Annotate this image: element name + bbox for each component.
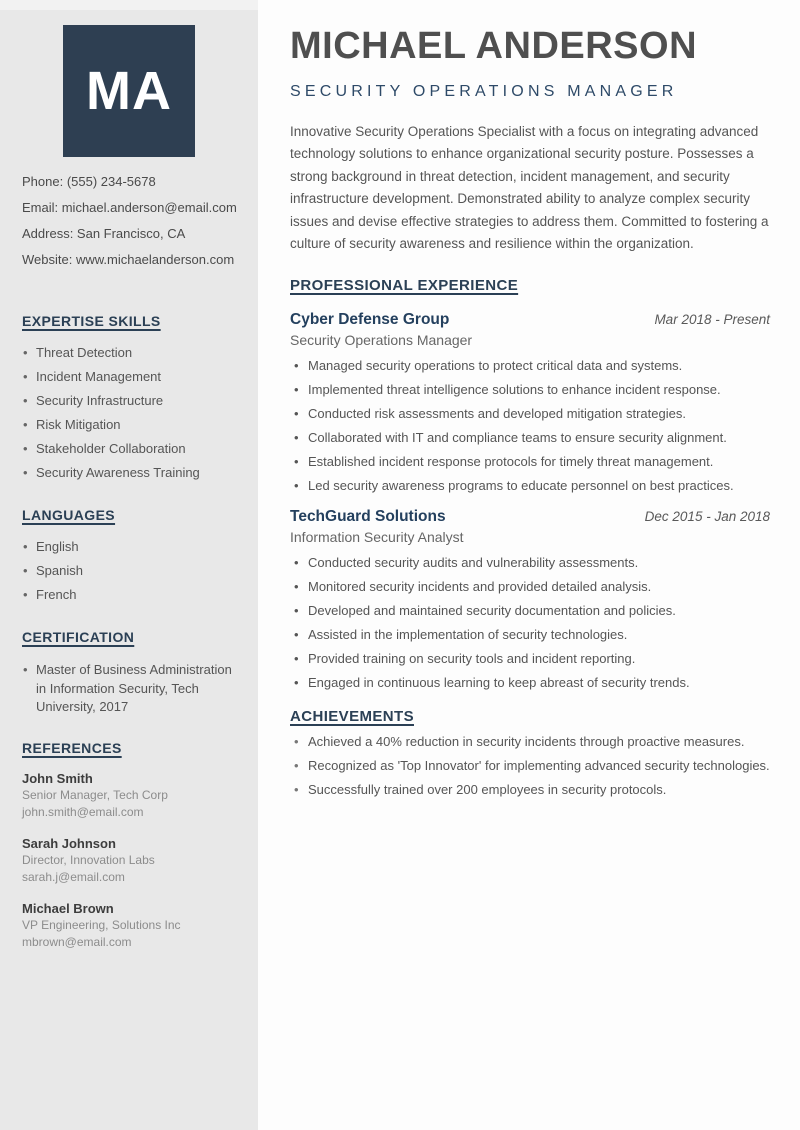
list-item: • Achieved a 40% reduction in security incidents through proactive measures. (290, 734, 770, 749)
page-title: MICHAEL ANDERSON (290, 25, 698, 67)
skills-list (22, 345, 250, 480)
reference-entry (22, 771, 250, 821)
list-item: • Master of Business Administration in Information Security, Tech University, 2017 (22, 661, 250, 717)
date-range: Mar 2018 - Present (654, 312, 770, 328)
languages-section-title: LANGUAGES (22, 507, 116, 523)
reference-email: sarah.j@email.com (22, 869, 125, 884)
list-item: • Successfully trained over 200 employees in security protocols. (290, 782, 770, 797)
list-item: • Security Infrastructure (22, 393, 250, 408)
job-title: SECURITY OPERATIONS MANAGER (290, 83, 678, 100)
list-item: • Monitored security incidents and provided detailed analysis. (290, 579, 770, 594)
reference-email: john.smith@email.com (22, 804, 144, 819)
reference-name: John Smith (22, 770, 93, 786)
date-range: Dec 2015 - Jan 2018 (644, 509, 770, 525)
experience-section-title: PROFESSIONAL EXPERIENCE (290, 277, 519, 295)
certification-section-title: CERTIFICATION (22, 629, 135, 645)
role-title: Information Security Analyst (290, 529, 464, 546)
list-item: • English (22, 539, 250, 554)
list-item: • Engaged in continuous learning to keep abreast of security trends. (290, 675, 770, 690)
reference-name: Michael Brown (22, 900, 114, 916)
experience-entry (290, 310, 770, 493)
reference-role: Senior Manager, Tech Corp (22, 787, 168, 802)
contact-website: Website: www.michaelanderson.com (22, 252, 235, 267)
list-item: • Developed and maintained security documentation and policies. (290, 603, 770, 618)
contact-phone: Phone: (555) 234-5678 (22, 174, 156, 189)
list-item: • Led security awareness programs to educate personnel on best practices. (290, 478, 770, 493)
list-item: • Implemented threat intelligence solutions to enhance incident response. (290, 382, 770, 397)
contact-email: Email: michael.anderson@email.com (22, 200, 237, 215)
experience-entry-header (290, 507, 770, 526)
experience-entry (290, 507, 770, 690)
achievements-section-title: ACHIEVEMENTS (290, 708, 414, 726)
list-item: • Collaborated with IT and compliance teams to ensure security alignment. (290, 430, 770, 445)
reference-role: Director, Innovation Labs (22, 852, 155, 867)
list-item: • Spanish (22, 563, 250, 578)
company-name: TechGuard Solutions (290, 508, 446, 526)
avatar-initials: MA (86, 61, 172, 121)
list-item: • Assisted in the implementation of security technologies. (290, 627, 770, 642)
reference-email: mbrown@email.com (22, 934, 132, 949)
references-section-title: REFERENCES (22, 739, 122, 756)
contact-address: Address: San Francisco, CA (22, 226, 186, 241)
sidebar (0, 0, 258, 1130)
reference-role: VP Engineering, Solutions Inc (22, 917, 181, 932)
avatar (63, 25, 195, 157)
list-item: • Provided training on security tools and incident reporting. (290, 651, 770, 666)
summary-paragraph: Innovative Security Operations Specialist with a focus on integrating advanced technology solutions to enhance organizational security posture. Possesses a strong background in threat detection, incident management, and security infrastructure development. Demonstrated ability to analyze complex security issues and devise effective strategies to address them. Committed to fostering a culture of security awareness and resilience within the organization. (290, 124, 769, 252)
role-title: Security Operations Manager (290, 332, 473, 349)
list-item: • Security Awareness Training (22, 465, 250, 480)
list-item: • Managed security operations to protect critical data and systems. (290, 358, 770, 373)
experience-bullets (290, 555, 770, 690)
certification-list (22, 661, 250, 717)
list-item: • Stakeholder Collaboration (22, 441, 250, 456)
list-item: • Established incident response protocols for timely threat management. (290, 454, 770, 469)
company-name: Cyber Defense Group (290, 311, 450, 329)
reference-name: Sarah Johnson (22, 835, 116, 851)
list-item: • Conducted security audits and vulnerability assessments. (290, 555, 770, 570)
list-item: • Conducted risk assessments and developed mitigation strategies. (290, 406, 770, 421)
achievements-list (290, 734, 770, 797)
list-item: • Recognized as 'Top Innovator' for implementing advanced security technologies. (290, 758, 770, 773)
list-item: • Incident Management (22, 369, 250, 384)
experience-entry-header (290, 310, 770, 329)
list-item: • Risk Mitigation (22, 417, 250, 432)
contact-block (22, 175, 250, 267)
list-item: • French (22, 587, 250, 602)
languages-list (22, 539, 250, 602)
reference-entry (22, 901, 250, 951)
main-column (258, 0, 800, 1130)
list-item: • Threat Detection (22, 345, 250, 360)
skills-section-title: EXPERTISE SKILLS (22, 313, 161, 329)
experience-bullets (290, 358, 770, 493)
reference-entry (22, 836, 250, 886)
